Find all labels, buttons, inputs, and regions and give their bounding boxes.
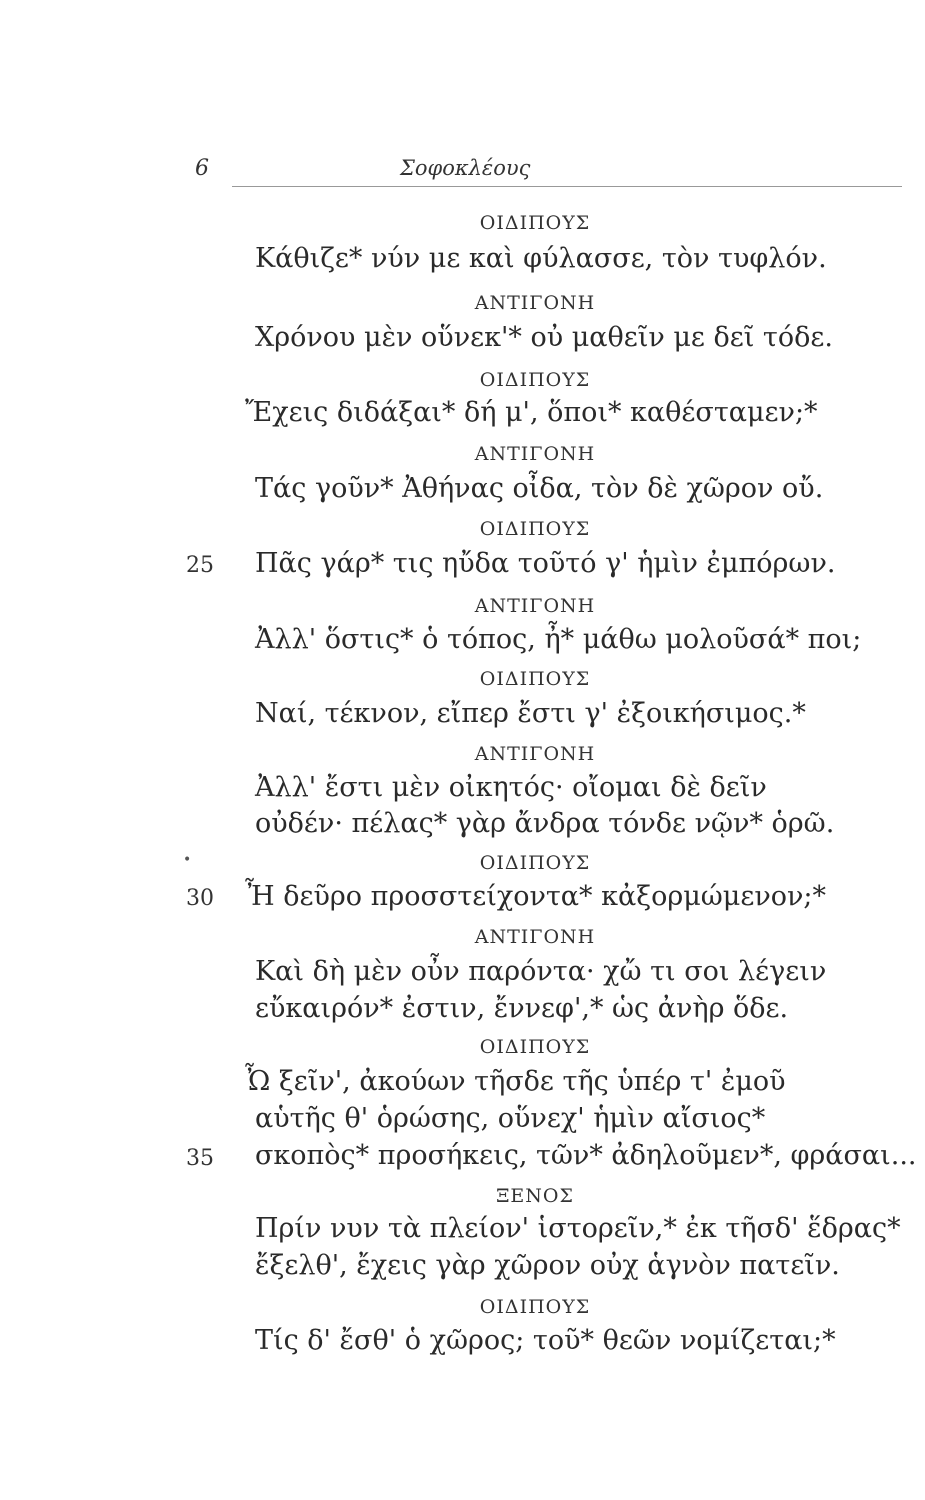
verse-line: εὔκαιρόν* ἐστιν, ἔννεφ',* ὡς ἀνὴρ ὅδε. xyxy=(255,993,789,1024)
speaker-label: ΟΙΔΙΠΟΥΣ xyxy=(479,212,591,234)
verse-line: Πρίν νυν τὰ πλείον' ἱστορεῖν,* ἐκ τῆσδ' ἕδρας* xyxy=(255,1213,901,1244)
speaker-label: ΟΙΔΙΠΟΥΣ xyxy=(479,1296,591,1318)
verse-line: ἔξελθ', ἔχεις γὰρ χῶρον οὐχ ἁγνὸν πατεῖν. xyxy=(255,1250,840,1281)
running-title: Σοφοκλέους xyxy=(400,156,531,180)
line-number: 35 xyxy=(186,1146,214,1171)
verse-line: Πᾶς γάρ* τις ηὔδα τοῦτό γ' ἡμὶν ἐμπόρων. xyxy=(255,548,836,579)
speaker-label: ΟΙΔΙΠΟΥΣ xyxy=(479,518,591,540)
line-number: 30 xyxy=(186,886,214,911)
speaker-label: ΑΝΤΙΓΟΝΗ xyxy=(474,926,596,948)
verse-line: Ἦ δεῦρο προσστείχοντα* κἀξορμώμενον;* xyxy=(245,881,827,912)
page-number: 6 xyxy=(195,156,209,181)
speaker-label: ΞΕΝΟΣ xyxy=(496,1185,574,1207)
verse-line: Χρόνου μὲν οὕνεκ'* οὐ μαθεῖν με δεῖ τόδε. xyxy=(255,322,833,353)
verse-line: Καὶ δὴ μὲν οὖν παρόντα· χὤ τι σοι λέγειν xyxy=(255,956,827,987)
speaker-label: ΟΙΔΙΠΟΥΣ xyxy=(479,1036,591,1058)
line-number: 25 xyxy=(186,553,214,578)
verse-line: Ἀλλ' ὅστις* ὁ τόπος, ἦ* μάθω μολοῦσά* ποι; xyxy=(255,624,862,655)
speaker-label: ΑΝΤΙΓΟΝΗ xyxy=(474,292,596,314)
speaker-label: ΑΝΤΙΓΟΝΗ xyxy=(474,443,596,465)
verse-line: Ναί, τέκνον, εἴπερ ἔστι γ' ἐξοικήσιμος.* xyxy=(255,698,806,729)
speaker-label: ΟΙΔΙΠΟΥΣ xyxy=(479,852,591,874)
verse-line: Τάς γοῦν* Ἀθήνας οἶδα, τὸν δὲ χῶρον οὔ. xyxy=(255,473,824,504)
verse-line: αὑτῆς θ' ὁρώσης, οὕνεχ' ἡμὶν αἴσιος* xyxy=(255,1103,766,1134)
margin-dot: • xyxy=(183,852,192,868)
speaker-label: ΑΝΤΙΓΟΝΗ xyxy=(474,743,596,765)
verse-line: Ἀλλ' ἔστι μὲν οἰκητός· οἴομαι δὲ δεῖν xyxy=(255,772,767,803)
verse-line: σκοπὸς* προσήκεις, τῶν* ἀδηλοῦμεν*, φράσαι... xyxy=(255,1140,917,1171)
header-rule xyxy=(232,186,902,187)
verse-line: οὐδέν· πέλας* γὰρ ἄνδρα τόνδε νῷν* ὁρῶ. xyxy=(255,808,835,839)
verse-line: Κάθιζε* νύν με καὶ φύλασσε, τὸν τυφλόν. xyxy=(255,243,827,274)
speaker-label: ΑΝΤΙΓΟΝΗ xyxy=(474,595,596,617)
speaker-label: ΟΙΔΙΠΟΥΣ xyxy=(479,668,591,690)
verse-line: Ἔχεις διδάξαι* δή μ', ὅποι* καθέσταμεν;* xyxy=(245,397,818,428)
verse-line: Τίς δ' ἔσθ' ὁ χῶρος; τοῦ* θεῶν νομίζεται;* xyxy=(255,1325,836,1356)
verse-line: Ὦ ξεῖν', ἀκούων τῆσδε τῆς ὑπέρ τ' ἐμοῦ xyxy=(245,1066,786,1097)
speaker-label: ΟΙΔΙΠΟΥΣ xyxy=(479,369,591,391)
